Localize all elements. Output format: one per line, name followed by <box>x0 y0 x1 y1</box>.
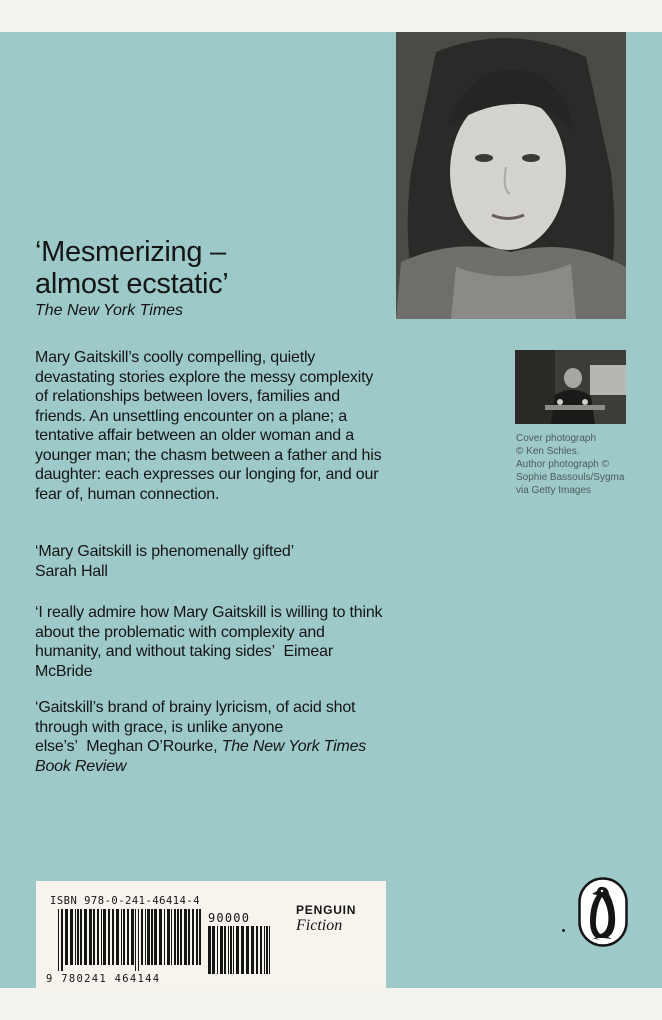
barcode <box>58 909 203 971</box>
cover-photo-thumbnail <box>515 350 626 424</box>
barcode-addon <box>208 926 270 980</box>
back-cover <box>0 32 662 988</box>
barcode-bar <box>264 926 265 974</box>
barcode-bar <box>141 909 143 965</box>
barcode-bar <box>108 909 110 965</box>
barcode-bar <box>75 909 76 965</box>
barcode-bar <box>80 909 82 965</box>
barcode-bar <box>233 926 234 974</box>
publisher-imprint: Fiction <box>296 917 343 934</box>
review-quote-2-text: ‘I really admire how Mary Gaitskill is willing to think about the problematic with complexity and humanity, and without taking sides’ <box>35 604 383 660</box>
review-quote-3-attribution: Meghan O’Rourke, <box>86 738 218 755</box>
barcode-bar <box>167 909 170 965</box>
review-quote-2-attribution: Eimear McBride <box>35 643 333 680</box>
barcode-bar <box>196 909 198 965</box>
headline-quote <box>35 236 395 300</box>
barcode-bar <box>174 909 176 965</box>
barcode-bar <box>93 909 95 965</box>
barcode-bar <box>154 909 157 965</box>
barcode-bar <box>266 926 268 974</box>
barcode-bar <box>251 926 254 974</box>
author-photo <box>396 32 626 319</box>
credit-line-5: via Getty Images <box>516 485 592 496</box>
barcode-bar <box>97 909 99 965</box>
isbn-label: ISBN 978-0-241-46414-4 <box>50 895 201 907</box>
review-quote-3-publication: The New York Times Book Review <box>35 738 367 775</box>
barcode-bar <box>212 926 215 974</box>
barcode-bar <box>236 926 239 974</box>
barcode-bar <box>84 909 87 965</box>
barcode-bar <box>77 909 79 965</box>
barcode-bar <box>230 926 232 974</box>
barcode-bar <box>61 909 63 971</box>
barcode-bar <box>208 926 211 974</box>
barcode-bar <box>135 909 136 971</box>
barcode-bar <box>116 909 119 965</box>
barcode-bar <box>241 926 244 974</box>
barcode-bar <box>121 909 122 965</box>
barcode-bar <box>127 909 129 965</box>
publisher-name: PENGUIN <box>296 903 357 917</box>
headline-source: The New York Times <box>35 302 184 319</box>
barcode-bar <box>138 909 139 971</box>
credit-line-4: Sophie Bassouls/Sygma <box>516 472 625 483</box>
barcode-bar <box>145 909 146 965</box>
barcode-bar <box>224 926 226 974</box>
barcode-bar <box>228 926 229 974</box>
barcode-bar <box>65 909 68 965</box>
barcode-bar <box>260 926 262 974</box>
penguin-logo-icon <box>578 877 628 947</box>
barcode-bar <box>199 909 201 965</box>
barcode-bar <box>101 909 102 965</box>
barcode-addon-digits: 90000 <box>208 911 251 925</box>
headline-line-2: almost ecstatic’ <box>35 268 229 300</box>
barcode-panel <box>36 881 386 988</box>
barcode-bar <box>171 909 172 965</box>
credit-line-3: Author photograph © <box>516 459 609 470</box>
review-quote-2 <box>35 603 385 681</box>
barcode-bar <box>184 909 187 965</box>
barcode-bar <box>147 909 150 965</box>
ean-digits: 9 780241 464144 <box>46 973 161 985</box>
barcode-bar <box>89 909 92 965</box>
review-quote-3 <box>35 698 385 776</box>
review-quote-1-text: ‘Mary Gaitskill is phenomenally gifted’ <box>35 543 294 560</box>
barcode-bar <box>256 926 258 974</box>
barcode-bar <box>58 909 59 971</box>
barcode-bar <box>177 909 179 965</box>
barcode-bar <box>217 926 218 974</box>
barcode-bar <box>103 909 106 965</box>
barcode-bar <box>188 909 190 965</box>
barcode-bar <box>246 926 249 974</box>
headline-line-1: ‘Mesmerizing – <box>35 236 226 268</box>
barcode-bar <box>269 926 270 974</box>
barcode-bar <box>164 909 165 965</box>
barcode-bar <box>112 909 114 965</box>
photo-credits <box>516 432 646 497</box>
barcode-bar <box>159 909 162 965</box>
book-blurb: Mary Gaitskill’s coolly compelling, quietly devastating stories explore the messy complexity of relationships between lovers, families and friends. An unsettling encounter on a plane; a tentative affair between an older woman and a younger man; the chasm between a father and his daughter: each expresses our longing for, and our fear of, human connection. <box>35 349 382 503</box>
barcode-bar <box>192 909 194 965</box>
barcode-bar <box>70 909 73 965</box>
barcode-bar <box>180 909 182 965</box>
review-quote-3-text: ‘Gaitskill’s brand of brainy lyricism, of acid shot through with grace, is unlike anyone else’s’ <box>35 699 356 755</box>
review-quote-1 <box>35 542 385 581</box>
credit-line-1: Cover photograph <box>516 433 597 444</box>
review-quote-1-attribution: Sarah Hall <box>35 562 108 580</box>
barcode-bar <box>220 926 223 974</box>
barcode-bar <box>123 909 125 965</box>
barcode-bar <box>131 909 134 965</box>
decorative-dot <box>562 929 565 932</box>
credit-line-2: © Ken Schles. <box>516 446 580 457</box>
barcode-bar <box>151 909 153 965</box>
